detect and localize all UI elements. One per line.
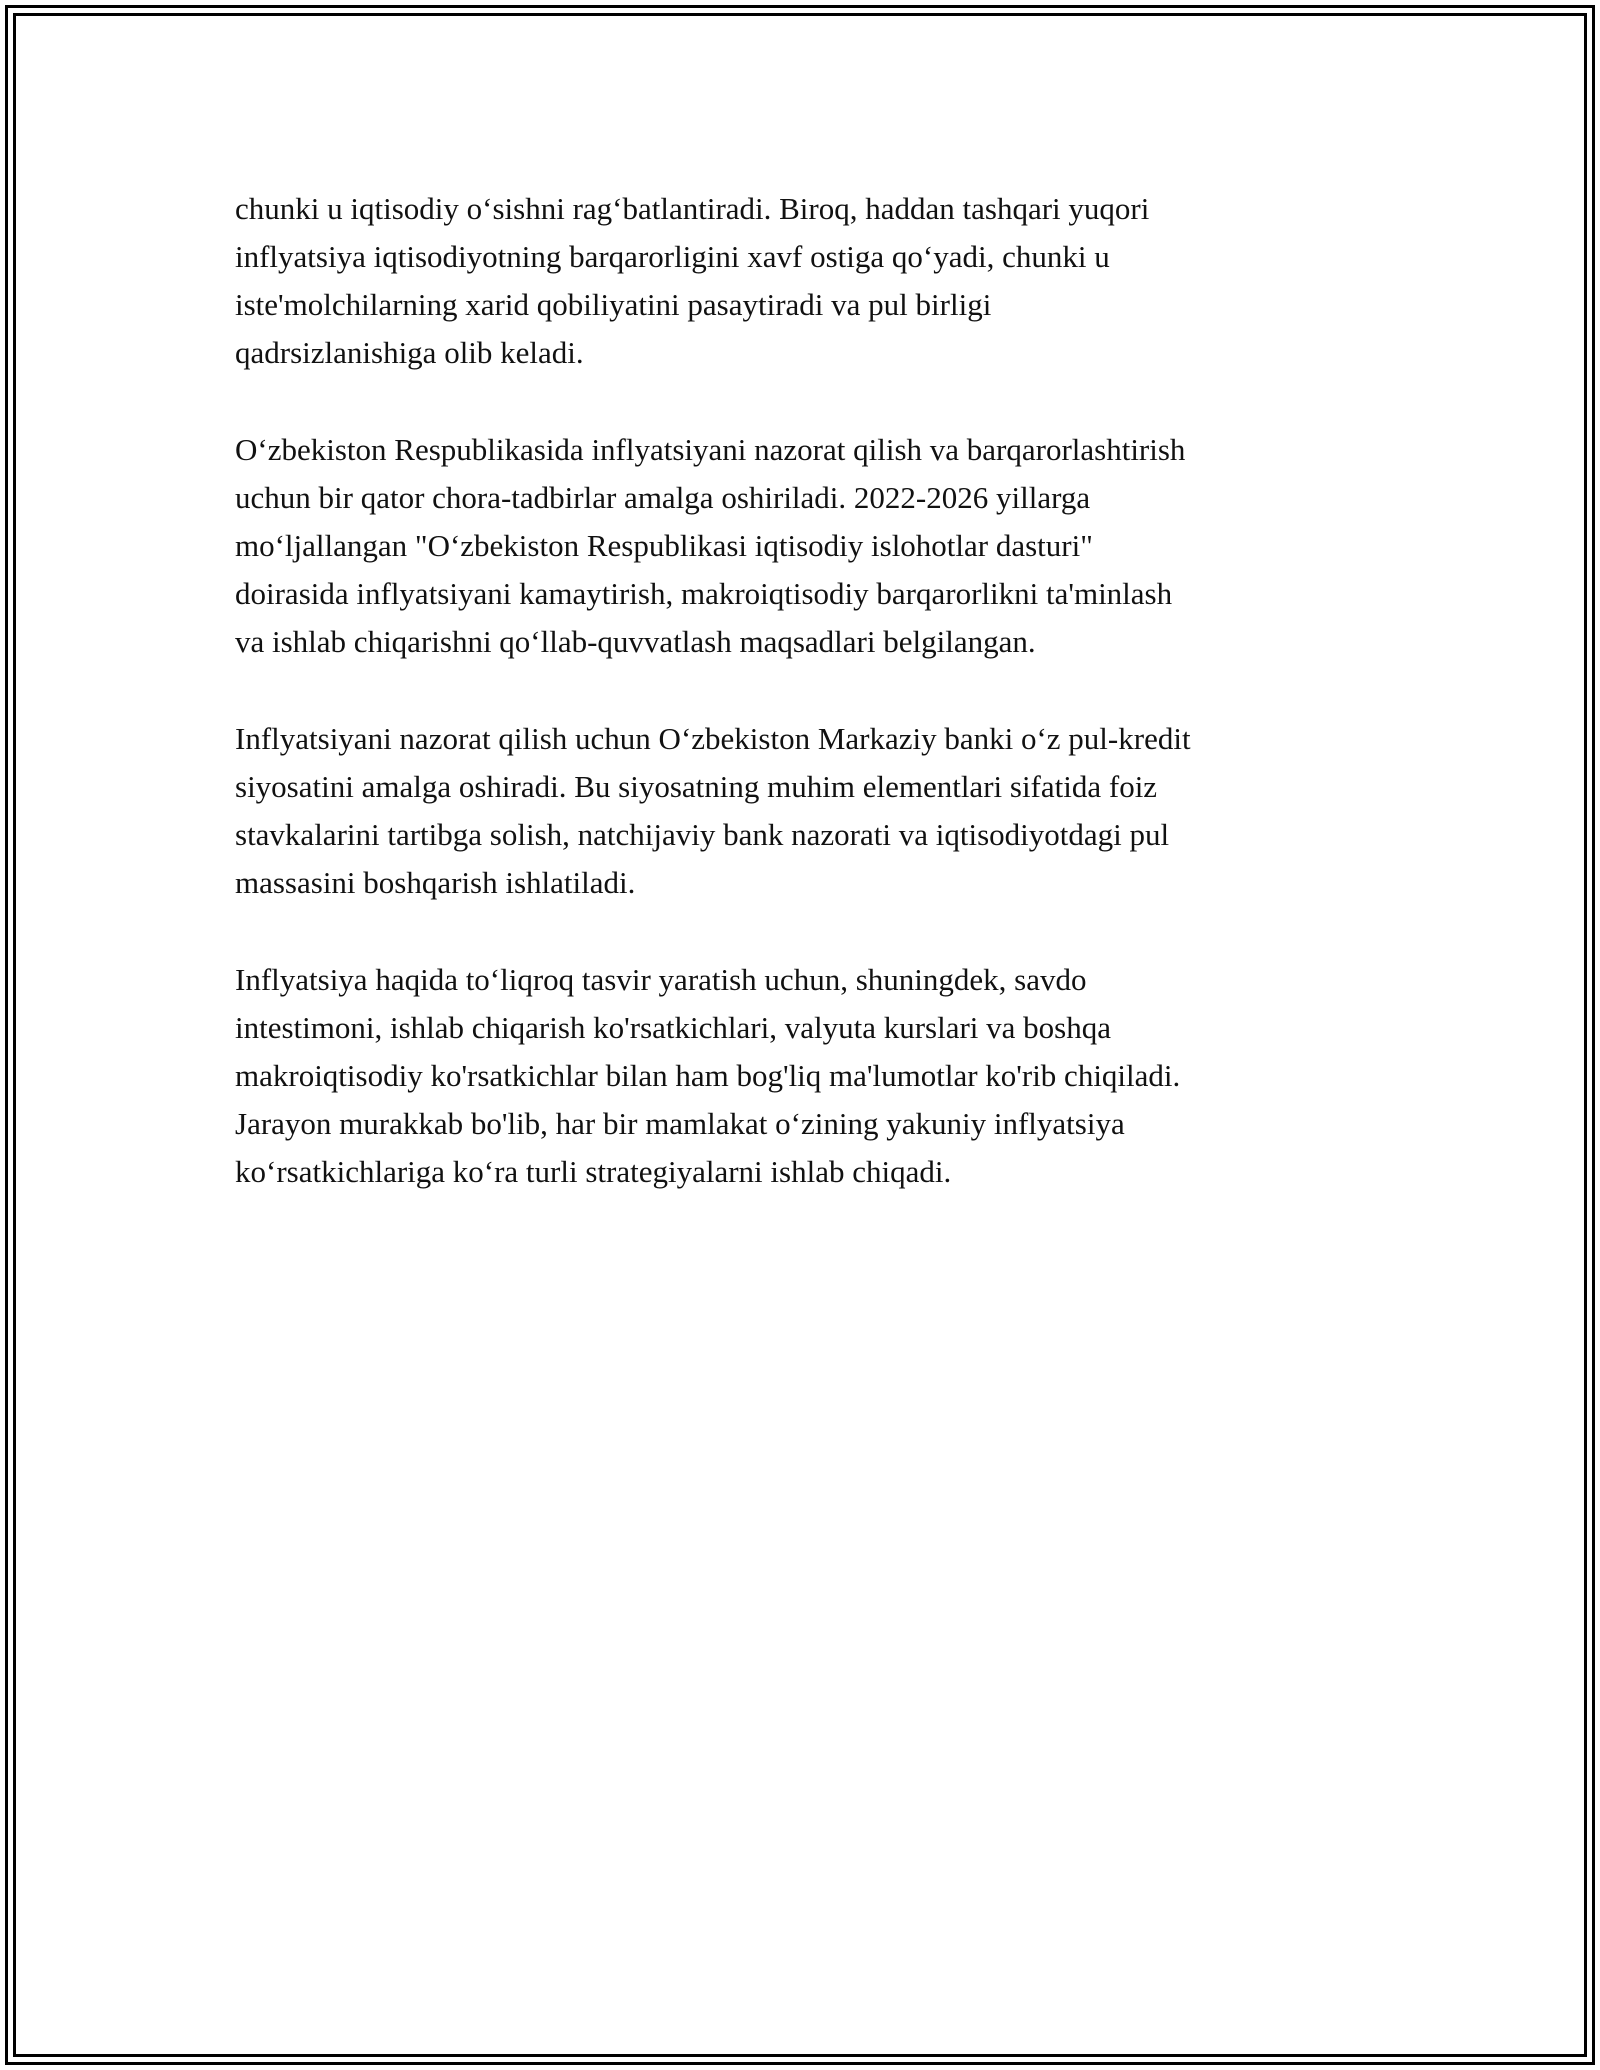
document-body bbox=[235, 185, 1395, 1245]
paragraph-3: Inflyatsiyani nazorat qilish uchun O‘zbekiston Markaziy banki o‘z pul-kredit siyosatini amalga oshiradi. Bu siyosatning muhim elementlari sifatida foiz stavkalarini tartibga solish, natchijaviy bank nazorati va iqtisodiyotdagi pul massasini boshqarish ishlatiladi. bbox=[235, 721, 1191, 900]
paragraph-2: O‘zbekiston Respublikasida inflyatsiyani nazorat qilish va barqarorlashtirish uchun bir qator chora-tadbirlar amalga oshiriladi. 2022-2026 yillarga mo‘ljallangan "O‘zbekiston Respublikasi iqtisodiy islohotlar dasturi" doirasida inflyatsiyani kamaytirish, makroiqtisodiy barqarorlikni ta'minlash va ishlab chiqarishni qo‘llab-quvvatlash maqsadlari belgilangan. bbox=[235, 432, 1186, 659]
paragraph-4: Inflyatsiya haqida to‘liqroq tasvir yaratish uchun, shuningdek, savdo intestimoni, ishlab chiqarish ko'rsatkichlari, valyuta kurslari va boshqa makroiqtisodiy ko'rsatkichlar bilan ham bog'liq ma'lumotlar ko'rib chiqiladi. Jarayon murakkab bo'lib, har bir mamlakat o‘zining yakuniy inflyatsiya ko‘rsatkichlariga ko‘ra turli strategiyalarni ishlab chiqadi. bbox=[235, 962, 1181, 1189]
paragraph-1: chunki u iqtisodiy o‘sishni rag‘batlantiradi. Biroq, haddan tashqari yuqori inflyatsiya iqtisodiyotning barqarorligini xavf ostiga qo‘yadi, chunki u iste'molchilarning xarid qobiliyatini pasaytiradi va pul birligi qadrsizlanishiga olib keladi. bbox=[235, 191, 1150, 370]
